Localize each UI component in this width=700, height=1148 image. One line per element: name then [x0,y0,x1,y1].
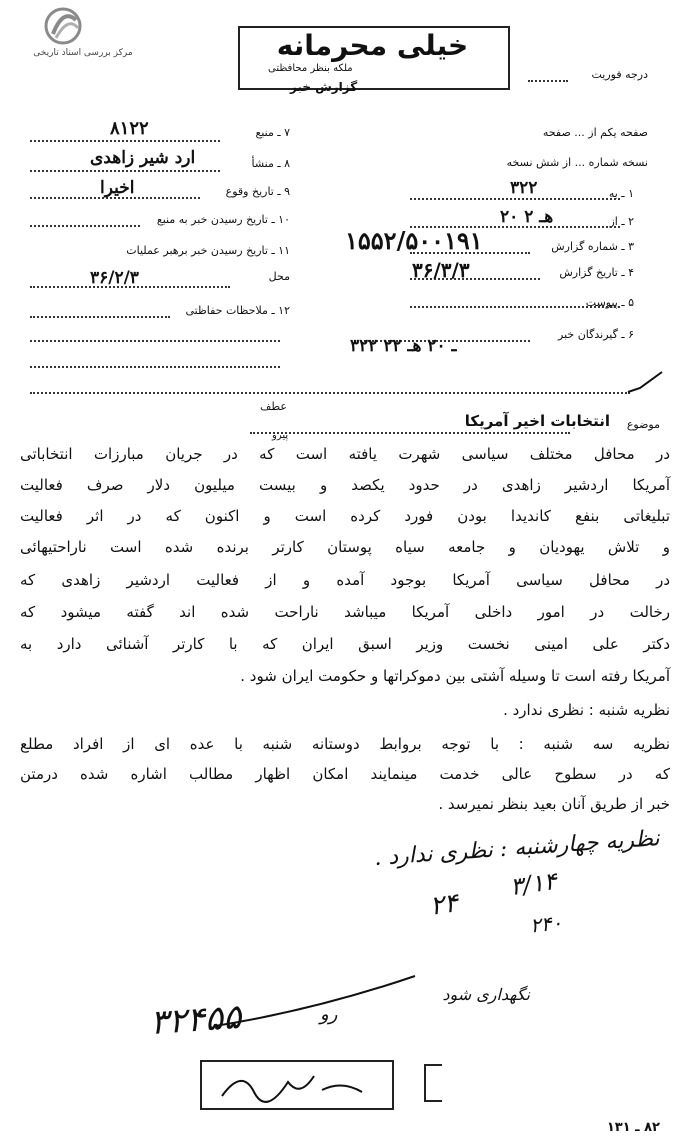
field-to-label: ۱ ـ به [608,187,634,200]
handwritten-date-1: ۳/۱۴ [508,866,559,902]
signature-stamp [200,1060,394,1110]
body-line: در محافل مختلف سیاسی شهرت یافته است که در جریان مبارزات انتخاباتی [20,445,670,463]
classification-label: خیلی محرمانه [276,29,469,62]
field-dots [30,170,220,172]
field-date-occurred-label: ۹ ـ تاریخ وقوع [225,185,290,198]
field-report-number-label: ۳ ـ شماره گزارش [551,240,634,253]
body-line: رخالت در امور داخلی آمریکا میباشد ناراحت شده اند گفته میشود که [20,603,670,621]
field-report-date-label: ۴ ـ تاریخ گزارش [559,266,634,279]
field-from-value: ۲۰ هـ ۲ [500,207,554,227]
field-attachment-label: ۵ ـ پیوست [585,296,634,309]
field-dots [410,306,620,308]
field-report-date-value: ۳۶/۳/۳ [412,258,470,282]
signature-icon [202,1062,392,1108]
field-from-label: ۲ ـ از [609,215,634,228]
handwritten-file-note: نگهداری شود [442,985,530,1004]
copy-line: نسخه شماره ... از شش نسخه [506,156,648,169]
report-title: گزارش خبر [290,80,358,94]
opinion-tuesday-line: خبر از طریق آنان بعید بنظر نمیرسد . [438,795,670,813]
opinion-tuesday-line: نظریه سه شنبه : با توجه بروابط دوستانه شنبه با عده ای از افراد مطلع [20,735,670,753]
body-line: تبلیغاتی بنفع کاندیدا بودن فورد کرده است و اکنون که در اثر فعالیت [20,507,670,525]
footer-code: ۸۲ ـ ۱۳۱ [606,1120,660,1135]
subject-value: انتخابات اخیر آمریکا [464,412,610,430]
page-line: صفحه یکم از ... صفحه [542,126,648,139]
field-report-number-value: ۱۵۵۲/۵۰۰۱۹۱ [345,226,483,255]
field-origin-value: ارد شیر زاهدی [90,148,196,168]
opinion-tuesday-line: که در سطوح عالی خدمت مینمایند امکان اظهار مطالب اشاره شده درمتن [20,765,670,783]
field-recipients-label: ۶ ـ گیرندگان خبر [558,328,634,341]
body-line: دکتر علی امینی نخست وزیر اسبق ایران که با کارتر آشنائی دارد به [20,635,670,653]
handwritten-file-number: ۳۲۴۵۵ [148,996,243,1044]
section-separator [30,392,630,394]
body-line: و تلاش یهودیان و جامعه سیاه پوستان کارتر برنده شده است ناراحتیهائی [20,538,670,556]
field-date-occurred-value: اخیرا [100,178,135,198]
field-dots [410,198,620,200]
field-date-to-source-label: ۱۰ ـ تاریخ رسیدن خبر به منبع [156,213,290,226]
field-dots [30,140,220,142]
field-origin-label: ۸ ـ منشأ [251,157,290,170]
field-source-value: ۸۱۲۲ [110,118,149,139]
opinion-saturday: نظریه شنبه : نظری ندارد . [503,701,670,719]
handwritten-date-3: ۲۴۰ [528,910,564,938]
urgency-dots [528,80,568,82]
checkmark-icon [626,368,666,398]
field-dots [30,366,280,368]
urgency-label: درجه فوریت [591,68,648,81]
field-to-value: ۳۲۲ [510,178,538,198]
field-security-notes-label: ۱۲ ـ ملاحظات حفاظتی [185,304,290,317]
field-dots [30,340,280,342]
reference-label: عطف [260,400,287,413]
opinion-wednesday-handwritten: نظریه چهارشنبه : نظری ندارد . [373,826,661,871]
body-line: آمریکا اردشیر زاهدی در حدود یکصد و بیست میلیون دلار صرف فعالیت [20,476,670,494]
handwritten-date-2: ۲۴ [428,888,460,922]
field-recipients-value: ۳۲۲ ـ ۲۰ هـ ۲۲ [350,336,457,356]
field-date-to-ops-label: ۱۱ ـ تاریخ رسیدن خبر برهبر عملیات [126,244,290,257]
field-source-label: ۷ ـ منبع [255,126,290,139]
follow-up-label: پیرو [272,430,289,441]
body-line: در محافل سیاسی آمریکا بوجود آمده و از فعالیت اردشیر زاهدی که [20,571,670,589]
field-dots [250,432,570,434]
handwritten-file-prefix: رو [320,1004,338,1025]
field-place-value: ۳۶/۲/۳ [90,268,139,288]
body-line: آمریکا رفته است تا وسیله آشتی بین دموکراتها و حکومت ایران شود . [240,667,670,685]
field-place-label: محل [268,270,290,283]
archive-logo-caption: مرکز بررسی اسناد تاریخی [33,48,133,58]
field-dots [30,316,170,318]
classification-sublabel: ملکه بنظر محافظتی [268,63,353,74]
subject-label: موضوع [626,418,660,431]
secondary-stamp-edge [424,1064,442,1102]
field-dots [30,225,140,227]
handwritten-stroke-icon [195,970,435,1030]
